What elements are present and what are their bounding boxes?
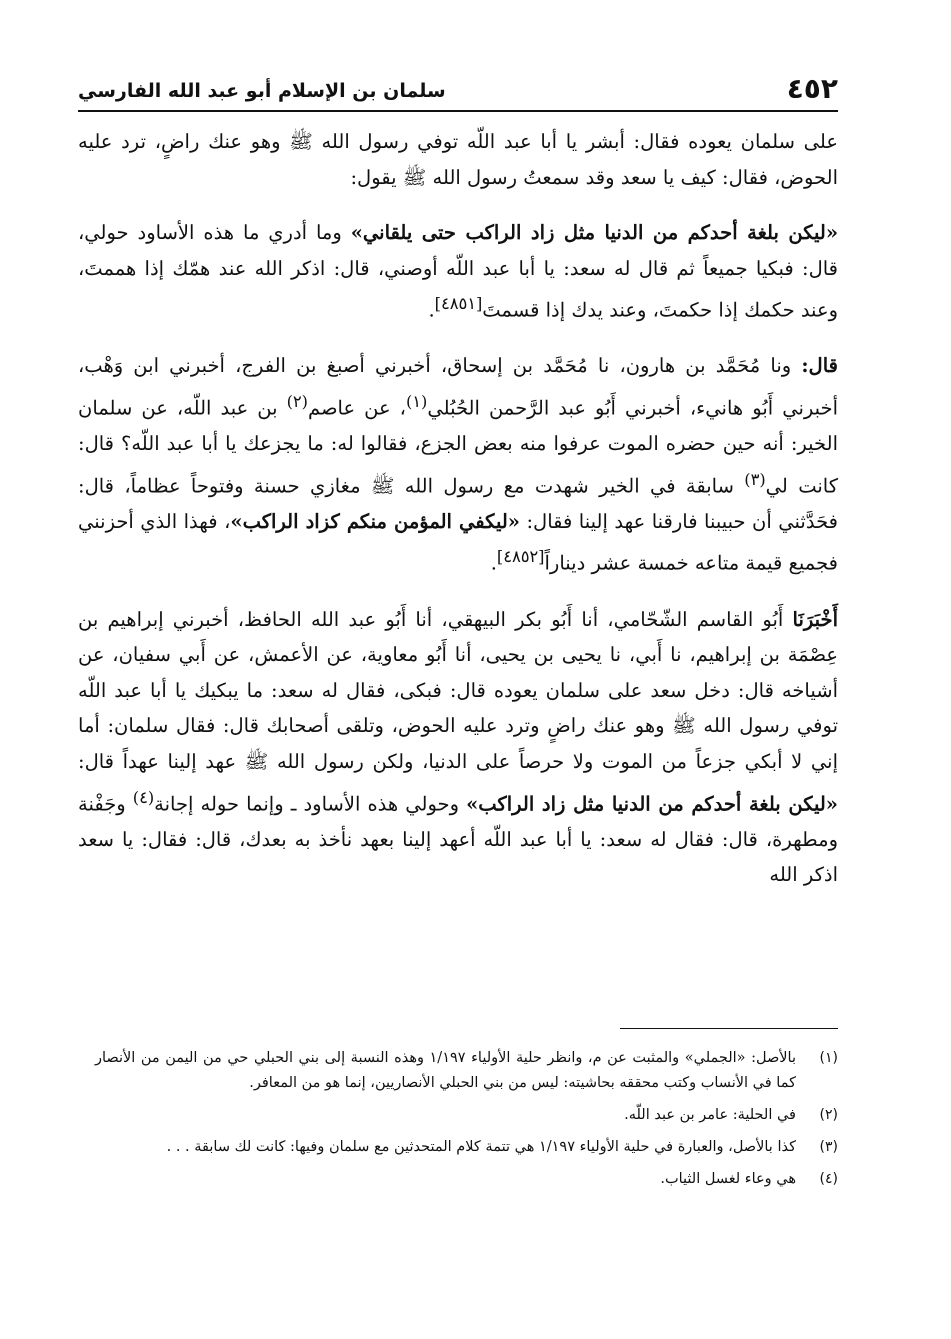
text-run: ، فهذا الذي أحزنني فجميع قيمة متاعه خمسة عشر ديناراً — [78, 509, 838, 575]
hadith-quote: «ليكن بلغة أحدكم من الدنيا مثل زاد الراكب حتى يلقاني» — [350, 221, 839, 245]
paragraph-1 — [78, 124, 838, 195]
footnote-rule — [620, 1028, 838, 1029]
footnote-number: (٤) — [819, 1171, 838, 1187]
footnote — [95, 1167, 838, 1192]
header-rule — [78, 110, 838, 112]
text-run: . — [490, 551, 497, 575]
text-run: أَبُو القاسم الشّحّامي، أنا أَبُو بكر البيهقي، أنا أَبُو عبد الله الحافظ، أخبرني إبراهيم بن عِصْمَة بن إبراهيم، نا أَبي، نا يحيى بن يحيى، أنا أَبُو معاوية، عن الأعمش، عن أَبي سفيان، عن أشياخه قال: دخل سعد على سلمان يعوده قال: فبكى، فقال له سعد: ما يبكيك يا أبا عبد اللّه توفي رسول الله ﷺ وهو عنك راضٍ وترد عليه الحوض، وتلقى أصحابك قال: فقال سلمان: أما إني لا أبكي جزعاً من الموت ولا حرصاً على الدنيا، ولكن رسول الله ﷺ عهد إلينا عهداً قال: — [78, 607, 838, 773]
text-run: بن عبد اللّه، عن سلمان الخير: أنه حين حضره الموت عرفوا منه بعض الجزع، فقالوا له: ما يجزعك يا أبا عبد اللّه؟ قال: كانت لي — [78, 396, 838, 498]
footnote-ref-1: (١) — [405, 392, 428, 412]
footnote-text: كذا بالأصل، والعبارة في حلية الأولياء ١/١٩٧ هي تتمة كلام المتحدثين مع سلمان وفيها: كانت لك سابقة . . . — [166, 1139, 796, 1155]
footnote — [95, 1103, 838, 1128]
hadith-number: [٤٨٥٢] — [496, 547, 545, 567]
footnote-number: (١) — [819, 1050, 838, 1066]
footnote-text: هي وعاء لغسل الثياب. — [660, 1171, 796, 1187]
text-run: ، عن عاصم — [308, 396, 406, 420]
main-text — [78, 124, 838, 1004]
text-run: وجَفْنة ومطهرة، قال: فقال له سعد: يا أبا عبد اللّه أعهد إلينا بعهد نأخذ به بعدك، قال: فقال: يا سعد اذكر الله — [78, 792, 838, 887]
hadith-quote: «ليكفي المؤمن منكم كزاد الراكب» — [230, 509, 520, 533]
footnote-ref-2: (٢) — [286, 392, 308, 412]
footnote-text: بالأصل: «الجملي» والمثبت عن م، وانظر حلية الأولياء ١/١٩٧ وهذه النسبة إلى بني الحبلي حي من اليمن من الأنصار كما في الأنساب وكتب محققه بحاشيته: ليس من بني الحبلي الأنصاريين، إنما هو من المعافر. — [95, 1050, 796, 1091]
text-run: . — [428, 298, 435, 322]
footnote-ref-4: (٤) — [132, 787, 155, 807]
chain-opener: قال: — [801, 354, 838, 378]
text-run: ونا مُحَمَّد بن هارون، نا مُحَمَّد بن إسحاق، أخبرني أصبغ بن الفرج، أخبرني ابن وَهْب، أخبرني أَبُو هانيء، أخبرني أَبُو عبد الرَّحمن الحُبُلي — [78, 354, 838, 420]
running-title: سلمان بن الإسلام أبو عبد الله الفارسي — [78, 80, 446, 102]
hadith-quote: «ليكن بلغة أحدكم من الدنيا مثل زاد الراكب» — [466, 792, 838, 815]
footnote-ref-3: (٣) — [744, 469, 766, 489]
text-run: وما أدري ما هذه الأساود حولي، قال: فبكيا جميعاً ثم قال له سعد: يا أبا عبد اللّه أوصني، قال: اذكر الله عند همّك إذا هممتَ، وعند حكمك إذا حكمتَ، وعند يدك إذا قسمتَ — [78, 221, 838, 322]
footnote-number: (٣) — [819, 1139, 838, 1155]
paragraph-2 — [78, 215, 838, 328]
page-number: ٤٥٢ — [786, 72, 838, 105]
footnote-number: (٢) — [819, 1107, 838, 1123]
footnote — [95, 1135, 838, 1160]
footnote — [95, 1046, 838, 1096]
text-run: على سلمان يعوده فقال: أبشر يا أبا عبد اللّه توفي رسول الله ﷺ وهو عنك راضٍ، ترد عليه الحوض، فقال: كيف يا سعد وقد سمعتُ رسول الله ﷺ يقول: — [78, 130, 838, 189]
text-run: وحولي هذه الأساود ـ وإنما حوله إجانة — [154, 792, 467, 815]
paragraph-3 — [78, 348, 838, 581]
hadith-number: [٤٨٥١] — [434, 294, 483, 314]
footnote-text: في الحلية: عامر بن عبد اللّه. — [624, 1107, 796, 1123]
paragraph-4 — [78, 602, 838, 893]
text-run: سابقة في الخير شهدت مع رسول الله ﷺ مغازي حسنة وفتوحاً عظاماً، قال: فحَدَّثني أن حبيبنا فارقنا عهد إلينا فقال: — [78, 474, 838, 533]
chain-opener: أَخْبَرَنَا — [792, 607, 838, 631]
page-header — [78, 62, 838, 106]
footnotes — [95, 1046, 838, 1199]
